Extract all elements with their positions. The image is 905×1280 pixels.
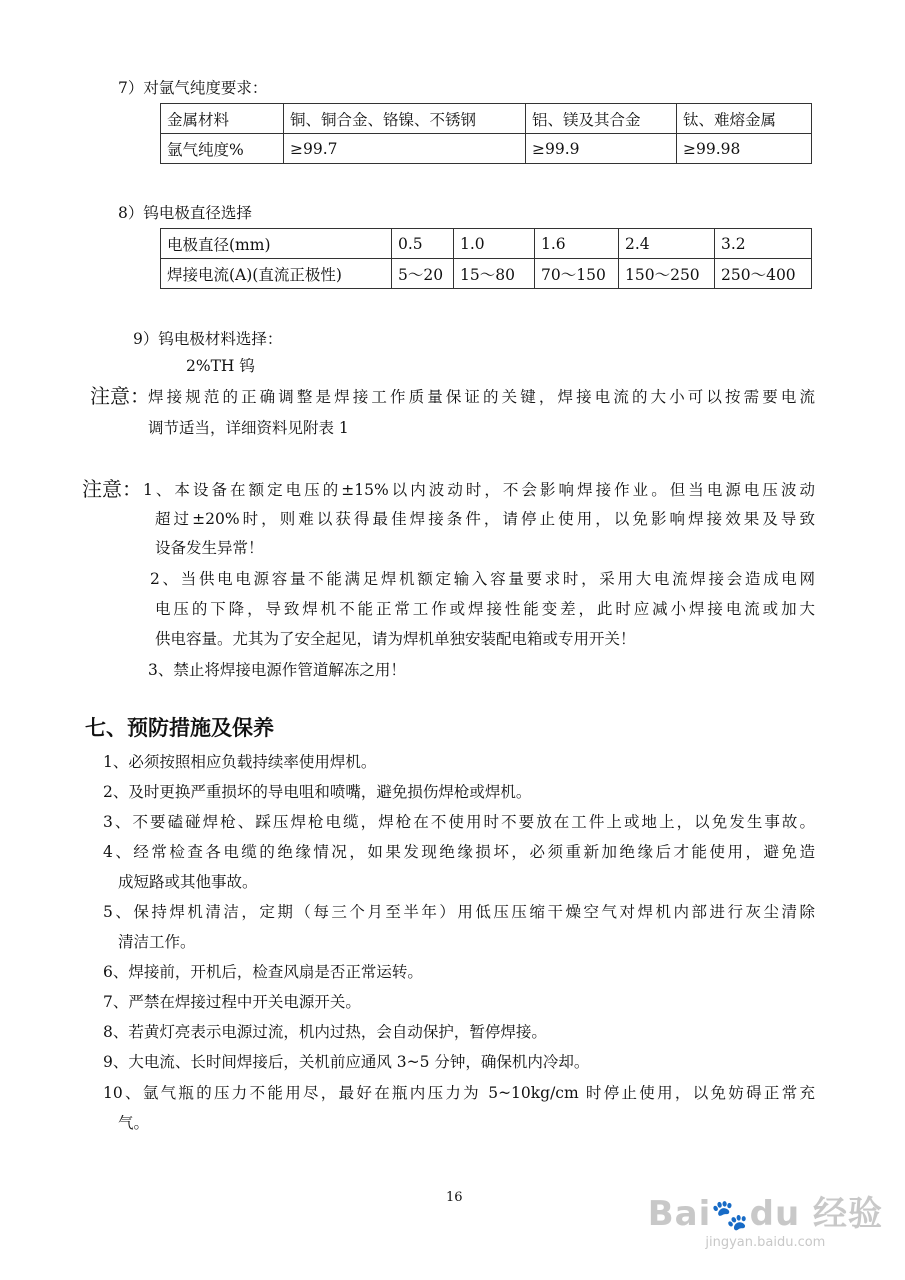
table-cell: 铝、镁及其合金 bbox=[526, 104, 677, 134]
table-cell: 15～80 bbox=[454, 259, 535, 289]
watermark-url: jingyan.baidu.com bbox=[705, 1235, 826, 1250]
electrode-diameter-table bbox=[160, 228, 812, 289]
table-cell: 150～250 bbox=[619, 259, 715, 289]
section-heading: 七、预防措施及保养 bbox=[85, 716, 274, 740]
table-cell: 3.2 bbox=[715, 229, 812, 259]
list-item: 1、必须按照相应负载持续率使用焊机。 bbox=[103, 753, 377, 771]
table-cell: 5～20 bbox=[392, 259, 454, 289]
note-label: 注意： bbox=[90, 384, 150, 408]
list-item: 5、保持焊机清洁，定期（每三个月至半年）用低压压缩干燥空气对焊机内部进行灰尘清除 bbox=[103, 903, 815, 921]
list-item: 10、氩气瓶的压力不能用尽，最好在瓶内压力为 5~10kg/cm 时停止使用，以免妨碍正常充 bbox=[103, 1084, 815, 1102]
argon-purity-table bbox=[160, 103, 812, 164]
table-cell: 铜、铜合金、铬镍、不锈钢 bbox=[284, 104, 526, 134]
note-line: 超过±20%时，则难以获得最佳焊接条件，请停止使用，以免影响焊接效果及导致 bbox=[155, 510, 815, 528]
note-line: 设备发生异常！ bbox=[155, 539, 264, 557]
table-cell: 钛、难熔金属 bbox=[677, 104, 812, 134]
table-cell: 0.5 bbox=[392, 229, 454, 259]
table-cell: 1.6 bbox=[535, 229, 619, 259]
note-line: 2、当供电电源容量不能满足焊机额定输入容量要求时，采用大电流焊接会造成电网 bbox=[150, 570, 815, 588]
note-line: 调节适当，详细资料见附表 1 bbox=[148, 419, 349, 437]
note-line: 电压的下降，导致焊机不能正常工作或焊接性能变差，此时应减小焊接电流或加大 bbox=[155, 600, 815, 618]
note-line: 焊接规范的正确调整是焊接工作质量保证的关键，焊接电流的大小可以按需要电流 bbox=[148, 388, 815, 406]
list-item: 3、不要磕碰焊枪、踩压焊枪电缆，焊枪在不使用时不要放在工件上或地上，以免发生事故。 bbox=[103, 813, 815, 831]
table-row bbox=[161, 229, 812, 259]
table-cell: 焊接电流(A)(直流正极性) bbox=[161, 259, 392, 289]
table-cell: 2.4 bbox=[619, 229, 715, 259]
baidu-watermark bbox=[648, 1186, 883, 1250]
note-label: 注意： bbox=[82, 477, 142, 501]
section-9-title: 9）钨电极材料选择： bbox=[133, 330, 283, 348]
table-cell: 1.0 bbox=[454, 229, 535, 259]
list-item: 9、大电流、长时间焊接后，关机前应通风 3~5 分钟，确保机内冷却。 bbox=[103, 1053, 590, 1071]
list-item: 6、焊接前，开机后，检查风扇是否正常运转。 bbox=[103, 963, 423, 981]
page-number: 16 bbox=[446, 1190, 463, 1205]
list-item: 4、经常检查各电缆的绝缘情况，如果发现绝缘损坏，必须重新加绝缘后才能使用，避免造 bbox=[103, 843, 815, 861]
table-cell: ≥99.7 bbox=[284, 134, 526, 164]
baidu-logo: Bai🐾du 经验 bbox=[647, 1194, 883, 1234]
list-item-continuation: 气。 bbox=[118, 1114, 150, 1132]
table-row bbox=[161, 104, 812, 134]
note-line: 1、本设备在额定电压的±15%以内波动时，不会影响焊接作业。但当电源电压波动 bbox=[143, 481, 815, 499]
section-8-title: 8）钨电极直径选择 bbox=[118, 204, 252, 222]
list-item-continuation: 成短路或其他事故。 bbox=[118, 873, 258, 891]
table-cell: 电极直径(mm) bbox=[161, 229, 392, 259]
table-cell: 金属材料 bbox=[161, 104, 284, 134]
list-item: 2、及时更换严重损坏的导电咀和喷嘴，避免损伤焊枪或焊机。 bbox=[103, 783, 532, 801]
list-item: 8、若黄灯亮表示电源过流，机内过热，会自动保护，暂停焊接。 bbox=[103, 1023, 547, 1041]
list-item: 7、严禁在焊接过程中开关电源开关。 bbox=[103, 993, 361, 1011]
table-cell: 氩气纯度% bbox=[161, 134, 284, 164]
table-cell: 250～400 bbox=[715, 259, 812, 289]
table-row bbox=[161, 259, 812, 289]
table-row bbox=[161, 134, 812, 164]
note-line: 供电容量。尤其为了安全起见，请为焊机单独安装配电箱或专用开关！ bbox=[155, 630, 636, 648]
table-cell: ≥99.9 bbox=[526, 134, 677, 164]
note-line: 3、禁止将焊接电源作管道解冻之用！ bbox=[148, 661, 406, 679]
table-cell: ≥99.98 bbox=[677, 134, 812, 164]
table-cell: 70～150 bbox=[535, 259, 619, 289]
section-7-title: 7）对氩气纯度要求： bbox=[118, 79, 268, 97]
list-item-continuation: 清洁工作。 bbox=[118, 933, 196, 951]
tungsten-material: 2%TH 钨 bbox=[186, 357, 255, 375]
